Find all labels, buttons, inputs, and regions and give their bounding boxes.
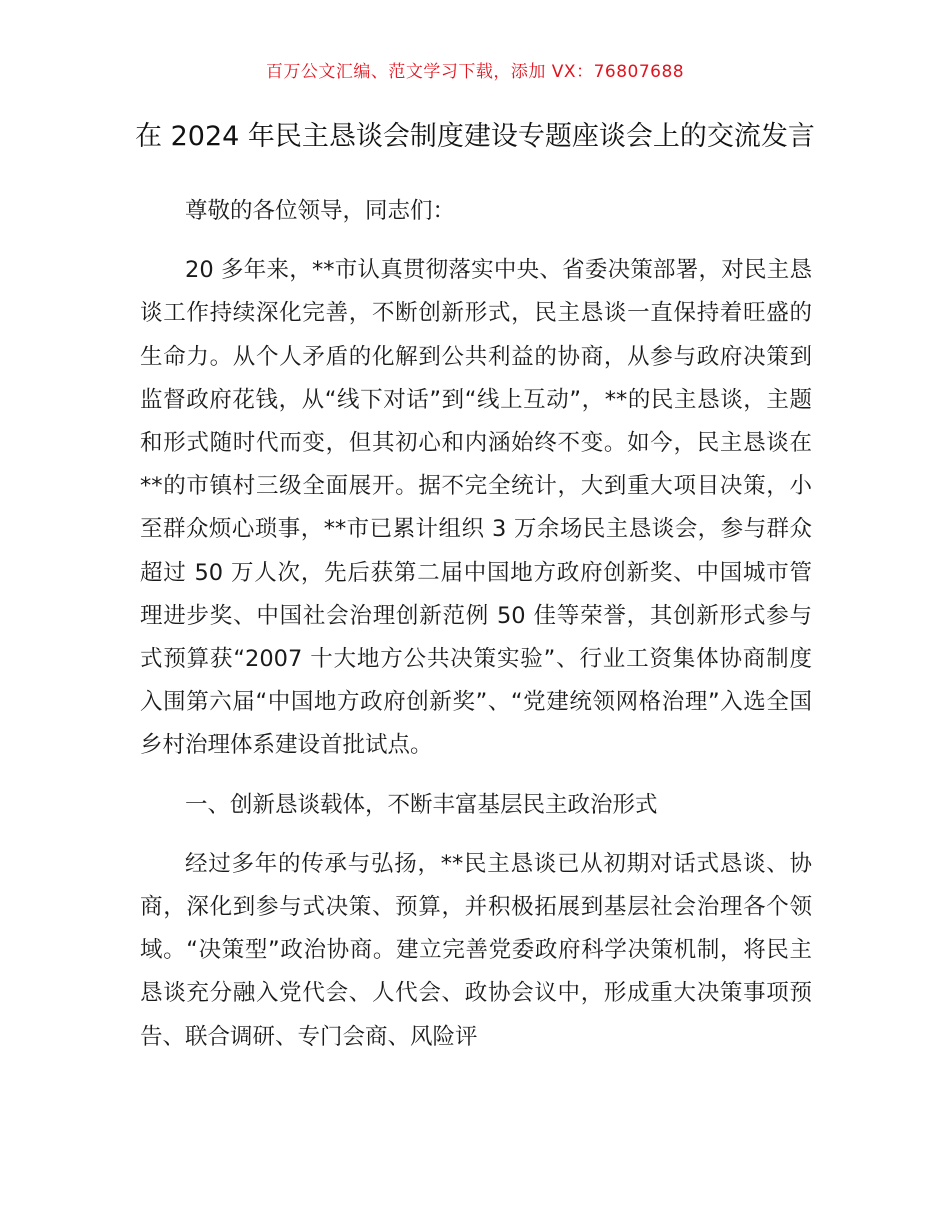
page-title: 在 2024 年民主恳谈会制度建设专题座谈会上的交流发言 [135, 121, 815, 152]
header-watermark-note: 百万公文汇编、范文学习下载，添加 VX：76807688 [265, 62, 685, 82]
paragraph-section-1: 经过多年的传承与弘扬，**民主恳谈已从初期对话式恳谈、协商，深化到参与式决策、预算，并积极拓展到基层社会治理各个领域。“决策型”政治协商。建立完善党委政府科学决策机制，将民主恳谈充分融入党代会、人代会、政协会议中，形成重大决策事项预告、联合调研、专门会商、风险评 [140, 850, 812, 1050]
salutation: 尊敬的各位领导，同志们： [185, 198, 456, 224]
paragraph-intro: 20 多年来，**市认真贯彻落实中央、省委决策部署，对民主恳谈工作持续深化完善，不断创新形式，民主恳谈一直保持着旺盛的生命力。从个人矛盾的化解到公共利益的协商，从参与政府决策到监督政府花钱，从“线下对话”到“线上互动”，**的民主恳谈，主题和形式随时代而变，但其初心和内涵始终不变。如今，民主恳谈在**的市镇村三级全面展开。据不完全统计，大到重大项目决策，小至群众烦心琐事，**市已累计组织 3 万余场民主恳谈会，参与群众超过 50 万人次，先后获第二届中国地方政府创新奖、中国城市管理进步奖、中国社会治理创新范例 50 佳等荣誉，其创新形式参与式预算获“2007 十大地方公共决策实验”、行业工资集体协商制度入围第六届“中国地方政府创新奖”、“党建统领网格治理”入选全国乡村治理体系建设首批试点。 [140, 257, 812, 759]
section-heading-1: 一、创新恳谈载体，不断丰富基层民主政治形式 [185, 791, 658, 818]
document-body [140, 190, 812, 1075]
